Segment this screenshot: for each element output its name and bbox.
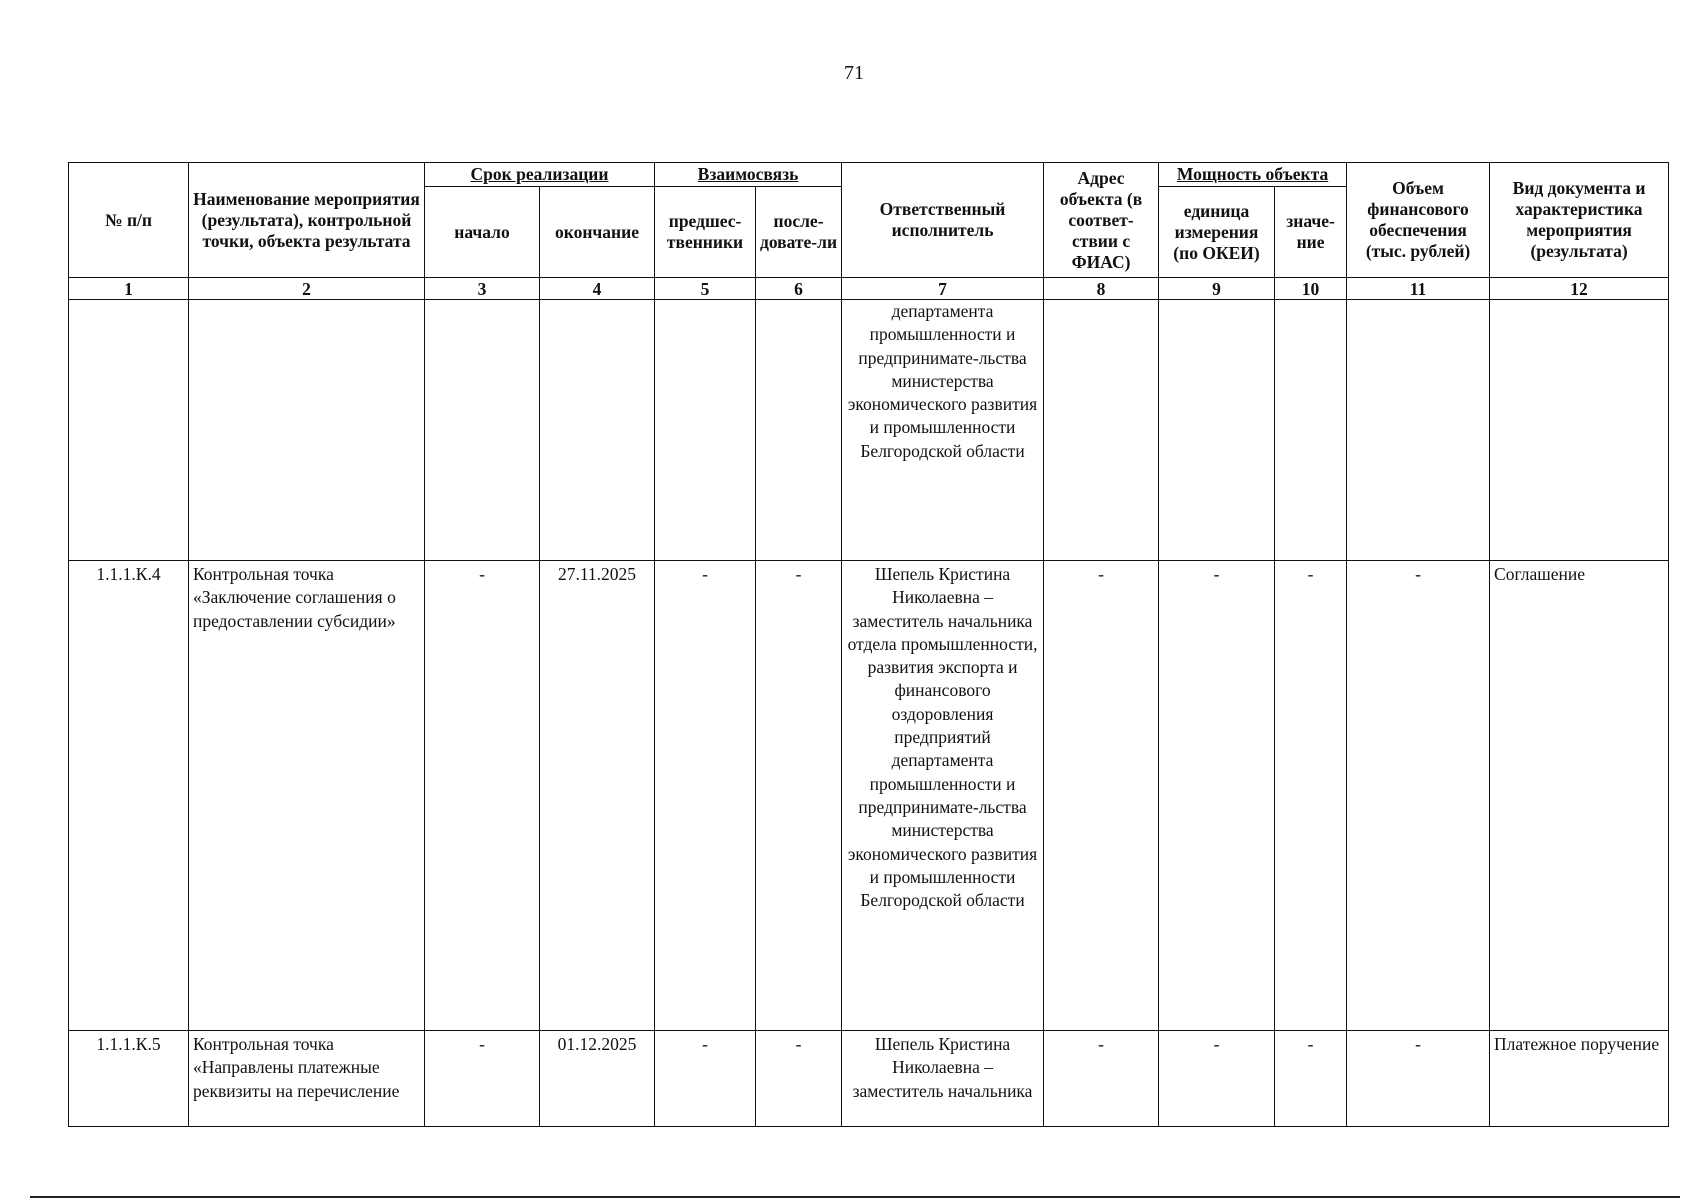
- column-number: 4: [540, 278, 655, 300]
- column-number: 9: [1159, 278, 1275, 300]
- cell-finance: [1347, 300, 1490, 561]
- cell-value: -: [1275, 1031, 1347, 1127]
- cell-predecessors: [655, 300, 756, 561]
- column-number: 10: [1275, 278, 1347, 300]
- header-num: № п/п: [69, 163, 189, 278]
- cell-start: -: [425, 561, 540, 1031]
- header-unit: единица измерения (по ОКЕИ): [1159, 187, 1275, 278]
- cell-end: 01.12.2025: [540, 1031, 655, 1127]
- page-bottom-rule: [30, 1196, 1680, 1198]
- cell-end: [540, 300, 655, 561]
- page-number: 71: [844, 62, 864, 84]
- activity-plan-table: [68, 162, 1669, 1127]
- header-value: значе-ние: [1275, 187, 1347, 278]
- table-header: [69, 163, 1669, 300]
- cell-responsible: Шепель Кристина Николаевна – заместитель начальника: [842, 1031, 1044, 1127]
- cell-finance: -: [1347, 1031, 1490, 1127]
- cell-successors: [756, 300, 842, 561]
- cell-predecessors: -: [655, 561, 756, 1031]
- header-finance: Объем финансового обеспечения (тыс. рублей): [1347, 163, 1490, 278]
- cell-name: [189, 300, 425, 561]
- cell-address: -: [1044, 1031, 1159, 1127]
- cell-name: Контрольная точка «Направлены платежные реквизиты на перечисление: [189, 1031, 425, 1127]
- column-number: 1: [69, 278, 189, 300]
- cell-end: 27.11.2025: [540, 561, 655, 1031]
- column-number: 2: [189, 278, 425, 300]
- header-link-group: Взаимосвязь: [655, 163, 842, 187]
- table-row: [69, 1031, 1669, 1127]
- column-number: 8: [1044, 278, 1159, 300]
- column-number: 11: [1347, 278, 1490, 300]
- column-number: 3: [425, 278, 540, 300]
- header-term-group: Срок реализации: [425, 163, 655, 187]
- cell-successors: -: [756, 1031, 842, 1127]
- cell-value: [1275, 300, 1347, 561]
- column-number: 12: [1490, 278, 1669, 300]
- cell-unit: [1159, 300, 1275, 561]
- header-name: Наименование мероприятия (результата), контрольной точки, объекта результата: [189, 163, 425, 278]
- header-responsible: Ответственный исполнитель: [842, 163, 1044, 278]
- cell-start: [425, 300, 540, 561]
- cell-document: [1490, 300, 1669, 561]
- cell-responsible: Шепель Кристина Николаевна – заместитель начальника отдела промышленности, развития экспорта и финансового оздоровления предприятий департамента промышленности и предпринимате-льства министерства экономического развития и промышленности Белгородской области: [842, 561, 1044, 1031]
- cell-responsible: департамента промышленности и предпринимате-льства министерства экономического развития и промышленности Белгородской области: [842, 300, 1044, 561]
- cell-id: 1.1.1.К.5: [69, 1031, 189, 1127]
- cell-name: Контрольная точка «Заключение соглашения о предоставлении субсидии»: [189, 561, 425, 1031]
- cell-id: 1.1.1.К.4: [69, 561, 189, 1031]
- cell-id: [69, 300, 189, 561]
- cell-document: Соглашение: [1490, 561, 1669, 1031]
- cell-unit: -: [1159, 561, 1275, 1031]
- cell-address: -: [1044, 561, 1159, 1031]
- cell-predecessors: -: [655, 1031, 756, 1127]
- cell-start: -: [425, 1031, 540, 1127]
- cell-unit: -: [1159, 1031, 1275, 1127]
- table-row: [69, 561, 1669, 1031]
- column-number: 6: [756, 278, 842, 300]
- table-row: [69, 300, 1669, 561]
- header-document: Вид документа и характеристика мероприятия (результата): [1490, 163, 1669, 278]
- header-predecessors: предшес-твенники: [655, 187, 756, 278]
- column-number: 7: [842, 278, 1044, 300]
- cell-successors: -: [756, 561, 842, 1031]
- cell-address: [1044, 300, 1159, 561]
- header-start: начало: [425, 187, 540, 278]
- header-capacity-group: Мощность объекта: [1159, 163, 1347, 187]
- header-address: Адрес объекта (в соответ-ствии с ФИАС): [1044, 163, 1159, 278]
- header-successors: после-довате-ли: [756, 187, 842, 278]
- header-end: окончание: [540, 187, 655, 278]
- cell-value: -: [1275, 561, 1347, 1031]
- column-number: 5: [655, 278, 756, 300]
- cell-finance: -: [1347, 561, 1490, 1031]
- cell-document: Платежное поручение: [1490, 1031, 1669, 1127]
